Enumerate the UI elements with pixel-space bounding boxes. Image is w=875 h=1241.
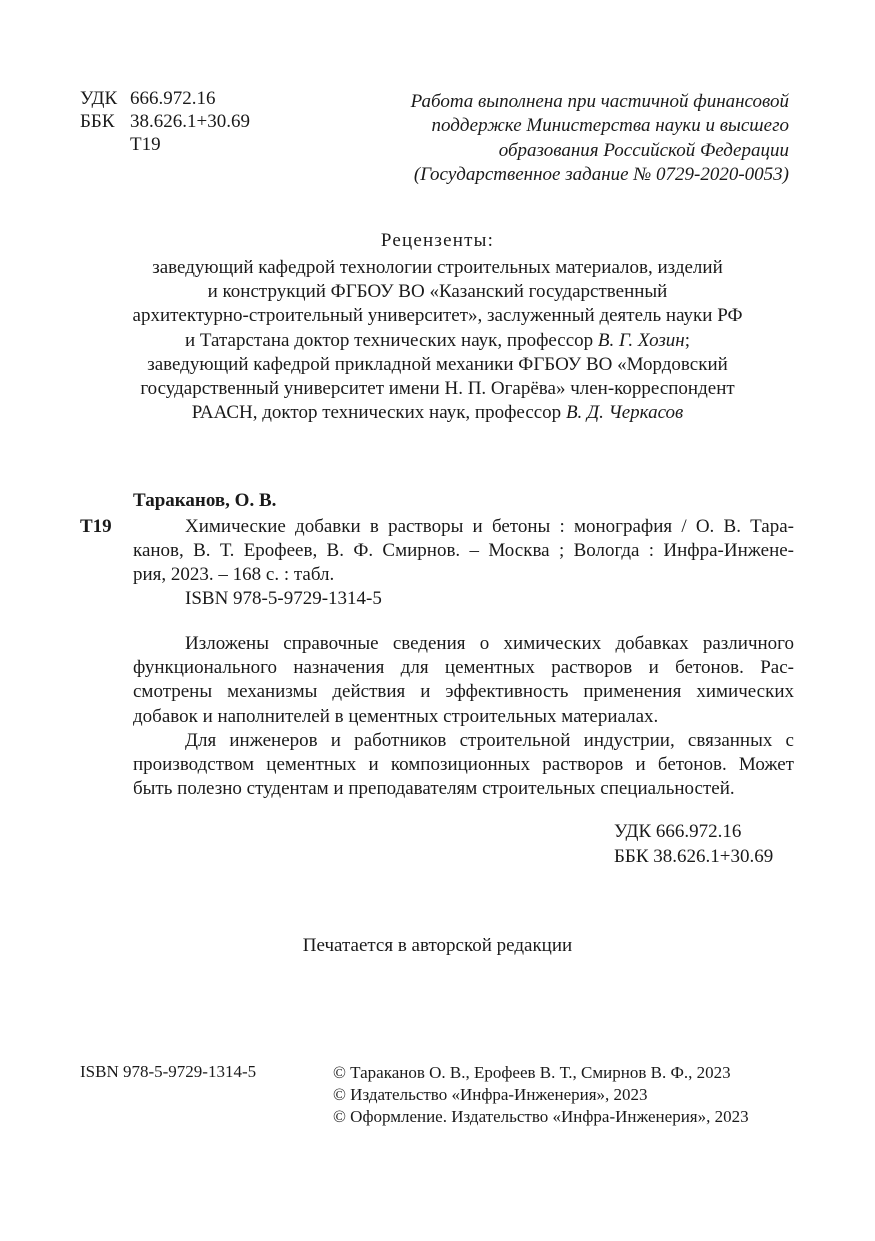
copyrights — [333, 1062, 749, 1128]
reviewers-title: Рецензенты: — [380, 230, 495, 251]
footer-codes — [614, 820, 773, 869]
funding-line: поддержке Министерства науки и высшего — [431, 115, 789, 137]
reviewer-line: заведующий кафедрой прикладной механики ФГБОУ ВО «Мордовский — [147, 353, 728, 375]
card-title-line: Химические добавки в растворы и бетоны : монография / О. В. Тара- — [185, 516, 794, 537]
funding-note — [411, 90, 789, 187]
annotation-line: функционального назначения для цементных растворов и бетонов. Рас- — [133, 657, 794, 679]
classification-block — [80, 87, 250, 156]
reviewer-line: государственный университет имени Н. П. Огарёва» член-корреспондент — [140, 378, 735, 400]
funding-line: (Государственное задание № 0729-2020-0053) — [413, 163, 789, 185]
edition-note: Печатается в авторской редакции — [302, 935, 573, 956]
reviewer-line: и конструкций ФГБОУ ВО «Казанский государственный — [207, 281, 668, 303]
annotation-paragraph — [133, 729, 794, 802]
copyright-line: © Оформление. Издательство «Инфра-Инженерия», 2023 — [333, 1107, 749, 1126]
author-sign-line — [80, 133, 250, 156]
card-title-line: канов, В. Т. Ерофеев, В. Ф. Смирнов. – Москва ; Вологда : Инфра-Инжене- — [133, 540, 794, 561]
funding-line: Работа выполнена при частичной финансовой — [410, 91, 789, 112]
card-code: Т19 — [80, 516, 112, 537]
annotation-line: быть полезно студентам и преподавателям строительных специальностей. — [133, 778, 735, 800]
card-title-line: рия, 2023. – 168 с. : табл. — [133, 564, 335, 585]
isbn-bottom: ISBN 978-5-9729-1314-5 — [80, 1062, 257, 1081]
annotation-line: Для инженеров и работников строительной индустрии, связанных с — [185, 730, 794, 751]
annotation-line: смотрены механизмы действия и эффективность применения химических — [133, 681, 794, 703]
author-sign: Т19 — [130, 134, 161, 155]
udk-line — [80, 87, 250, 110]
annotation-line: добавок и наполнителей в цементных строительных материалах. — [133, 705, 659, 727]
reviewer-line — [0, 329, 875, 353]
copyright-line: © Тараканов О. В., Ерофеев В. Т., Смирнов В. Ф., 2023 — [333, 1063, 731, 1082]
reviewer-line: архитектурно-строительный университет», заслуженный деятель науки РФ — [132, 305, 743, 327]
footer-bbk: ББК 38.626.1+30.69 — [614, 845, 774, 867]
card-isbn: ISBN 978-5-9729-1314-5 — [185, 588, 382, 609]
reviewer-punct: ; — [684, 329, 690, 351]
reviewer-name: В. Г. Хозин — [597, 329, 685, 351]
bbk-value: 38.626.1+30.69 — [130, 111, 250, 132]
bbk-line — [80, 110, 250, 133]
reviewer-name: В. Д. Черкасов — [565, 402, 684, 424]
annotation-line: производством цементных и композиционных растворов и бетонов. Может — [133, 754, 794, 776]
reviewer-line — [0, 401, 875, 425]
bbk-label: ББК — [80, 111, 115, 132]
card-author: Тараканов, О. В. — [133, 490, 277, 511]
reviewer-line: заведующий кафедрой технологии строительных материалов, изделий — [152, 257, 723, 278]
annotation-paragraph — [133, 632, 794, 729]
reviewers-text — [0, 256, 875, 425]
reviewer-text: и Татарстана доктор технических наук, профессор — [185, 329, 598, 351]
footer-udk: УДК 666.972.16 — [614, 821, 742, 842]
reviewer-text: РААСН, доктор технических наук, профессор — [191, 402, 566, 424]
udk-value: 666.972.16 — [130, 88, 216, 109]
annotation-line: Изложены справочные сведения о химических добавках различного — [185, 633, 794, 654]
udk-label: УДК — [80, 88, 118, 109]
copyright-line: © Издательство «Инфра-Инженерия», 2023 — [333, 1085, 648, 1104]
funding-line: образования Российской Федерации — [498, 139, 789, 161]
